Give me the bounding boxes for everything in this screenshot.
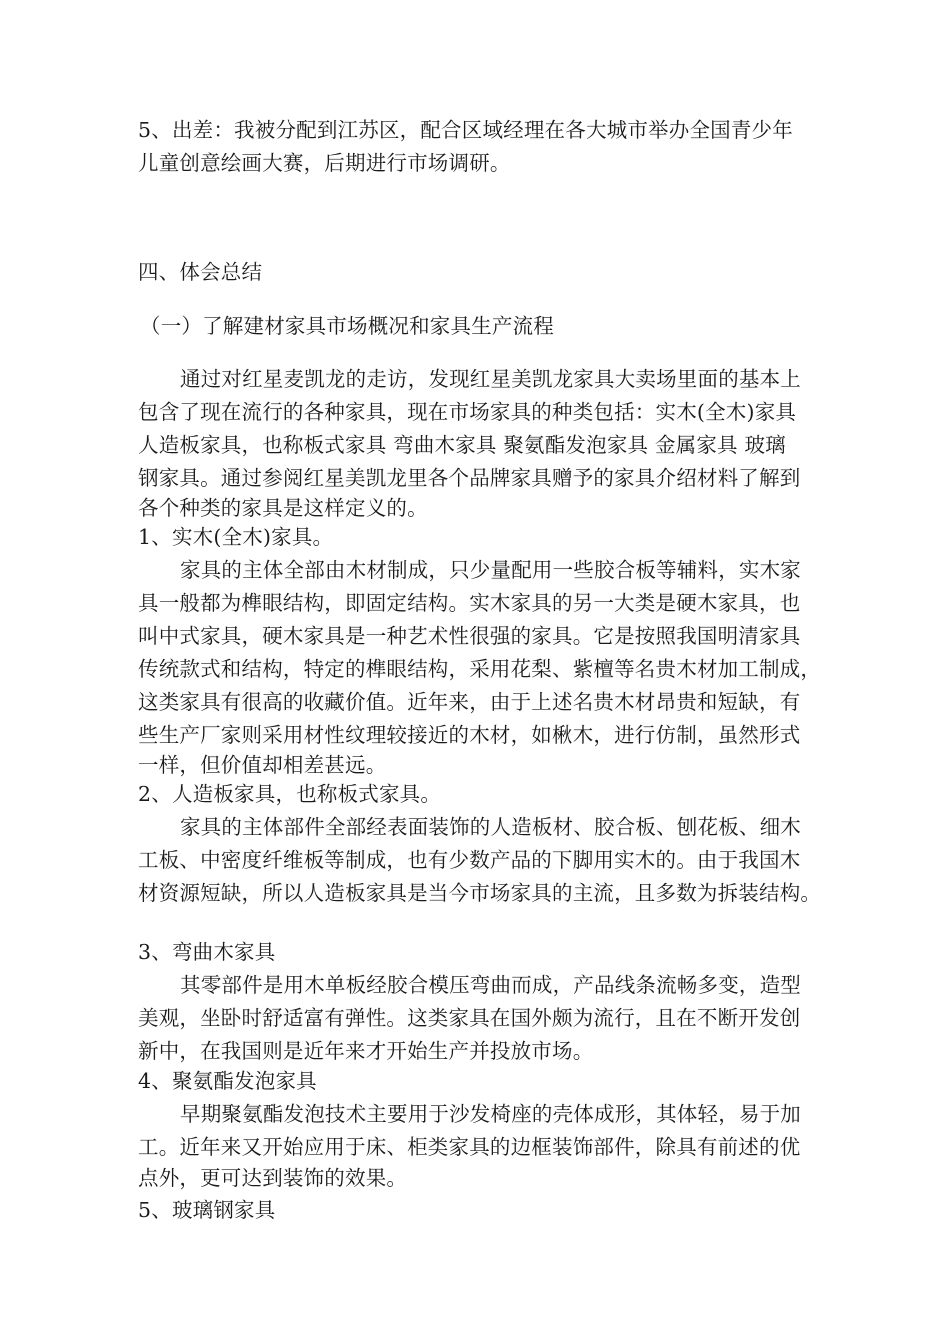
- paragraph-line: 人造板家具，也称板式家具 弯曲木家具 聚氨酯发泡家具 金属家具 玻璃: [138, 433, 786, 457]
- paragraph-line: 包含了现在流行的各种家具，现在市场家具的种类包括：实木(全木)家具: [138, 400, 797, 424]
- paragraph-line: 点外，更可达到装饰的效果。: [138, 1166, 408, 1190]
- paragraph-line: 儿童创意绘画大赛，后期进行市场调研。: [138, 151, 511, 175]
- paragraph-line: 这类家具有很高的收藏价值。近年来，由于上述名贵木材昂贵和短缺，有: [138, 690, 801, 714]
- paragraph-line: 通过对红星麦凯龙的走访，发现红星美凯龙家具大卖场里面的基本上: [180, 367, 801, 391]
- list-heading: 2、人造板家具，也称板式家具。: [138, 782, 442, 806]
- paragraph-line: 家具的主体部件全部经表面装饰的人造板材、胶合板、刨花板、细木: [180, 815, 801, 839]
- paragraph-line: 钢家具。通过参阅红星美凯龙里各个品牌家具赠予的家具介绍材料了解到: [138, 466, 801, 490]
- list-heading: 3、弯曲木家具: [138, 940, 276, 964]
- paragraph-line: 其零部件是用木单板经胶合模压弯曲而成，产品线条流畅多变，造型: [180, 973, 801, 997]
- paragraph-line: 一样，但价值却相差甚远。: [138, 753, 387, 777]
- section-heading: 四、体会总结: [138, 260, 263, 284]
- subsection-heading: （一）了解建材家具市场概况和家具生产流程: [140, 314, 554, 338]
- paragraph-line: 美观，坐卧时舒适富有弹性。这类家具在国外颇为流行，且在不断开发创: [138, 1006, 801, 1030]
- paragraph-line: 家具的主体全部由木材制成，只少量配用一些胶合板等辅料，实木家: [180, 558, 801, 582]
- paragraph-line: 材资源短缺，所以人造板家具是当今市场家具的主流，且多数为拆装结构。: [138, 881, 822, 905]
- list-heading: 5、玻璃钢家具: [138, 1198, 276, 1222]
- paragraph-line: 些生产厂家则采用材性纹理较接近的木材，如楸木，进行仿制，虽然形式: [138, 723, 801, 747]
- paragraph-line: 新中，在我国则是近年来才开始生产并投放市场。: [138, 1039, 594, 1063]
- paragraph-line: 工板、中密度纤维板等制成，也有少数产品的下脚用实木的。由于我国木: [138, 848, 801, 872]
- list-heading: 4、聚氨酯发泡家具: [138, 1069, 317, 1093]
- paragraph-line: 早期聚氨酯发泡技术主要用于沙发椅座的壳体成形，其体轻，易于加: [180, 1102, 801, 1126]
- paragraph-line: 传统款式和结构，特定的榫眼结构，采用花梨、紫檀等名贵木材加工制成，: [138, 657, 822, 681]
- paragraph-line: 5、出差：我被分配到江苏区，配合区域经理在各大城市举办全国青少年: [138, 118, 793, 142]
- paragraph-line: 各个种类的家具是这样定义的。: [138, 496, 428, 520]
- paragraph-line: 具一般都为榫眼结构，即固定结构。实木家具的另一大类是硬木家具，也: [138, 591, 801, 615]
- paragraph-line: 叫中式家具，硬木家具是一种艺术性很强的家具。它是按照我国明清家具: [138, 624, 801, 648]
- list-heading: 1、实木(全木)家具。: [138, 525, 334, 549]
- paragraph-line: 工。近年来又开始应用于床、柜类家具的边框装饰部件，除具有前述的优: [138, 1135, 801, 1159]
